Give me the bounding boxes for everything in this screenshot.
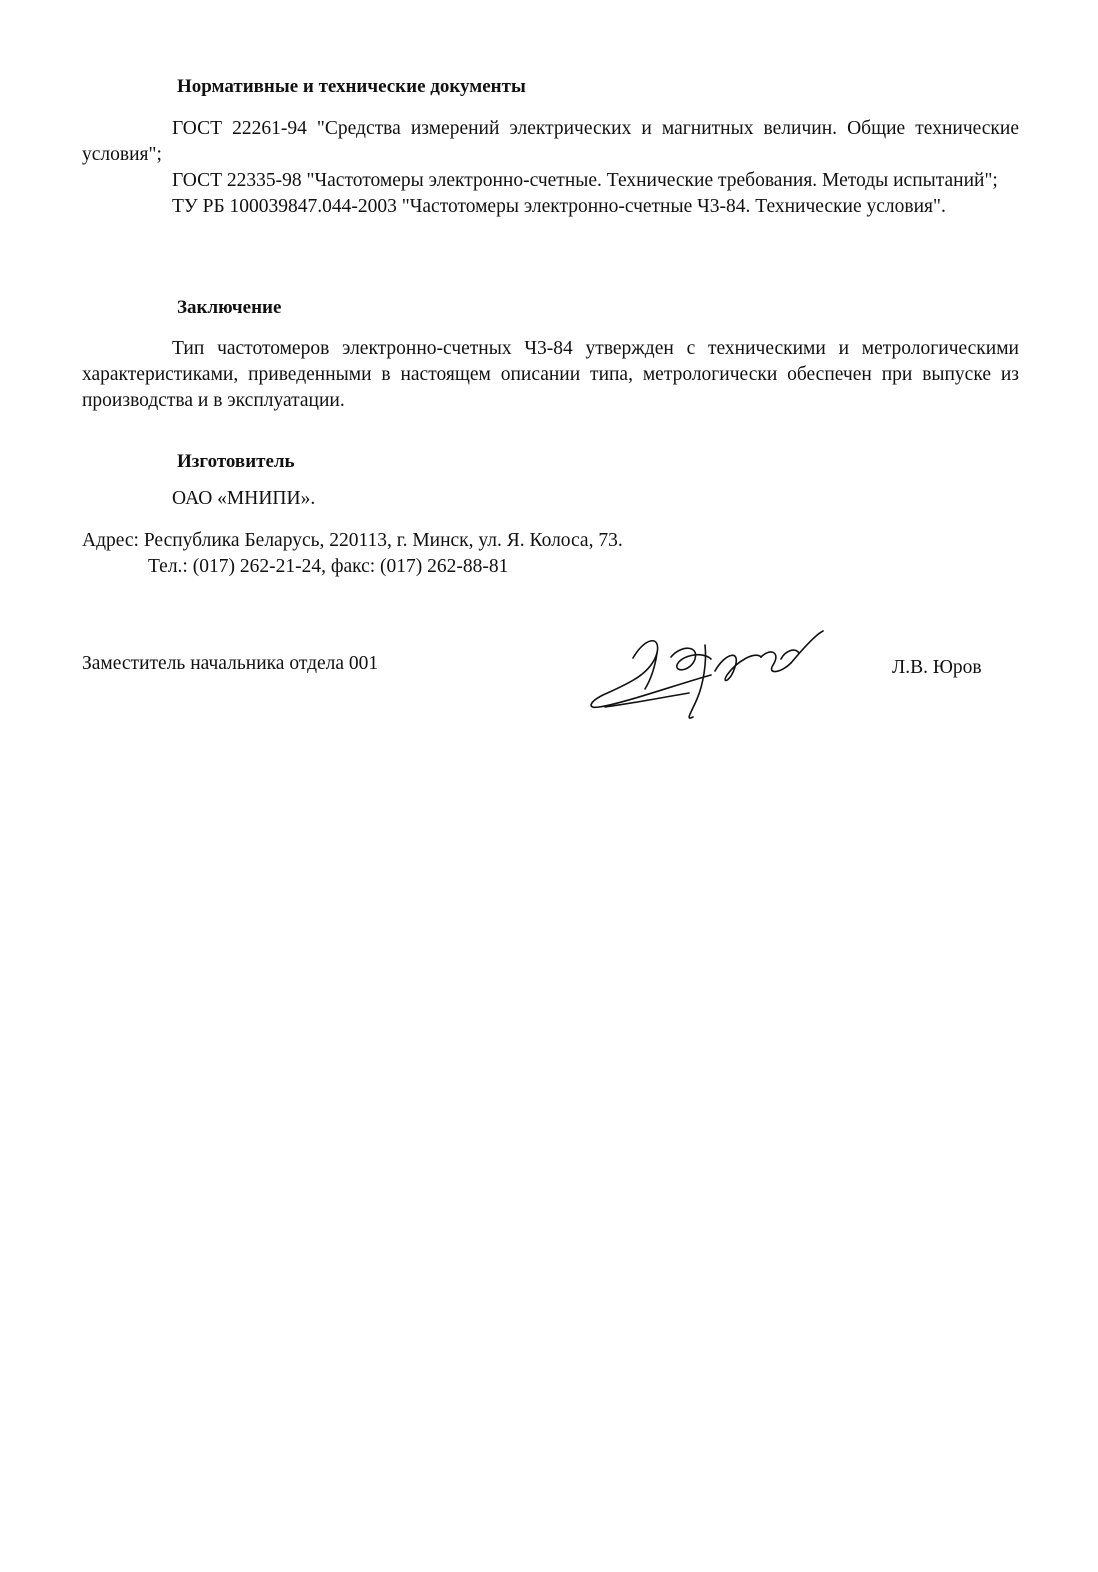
normative-heading: Нормативные и технические документы (177, 76, 526, 97)
signoff-position: Заместитель начальника отдела 001 (82, 653, 379, 674)
normative-item-gost-22335: ГОСТ 22335-98 "Частотомеры электронно-счетные. Технические требования. Методы испытаний"; (172, 170, 998, 191)
conclusion-heading: Заключение (177, 297, 282, 318)
manufacturer-name: ОАО «МНИПИ». (172, 488, 316, 509)
normative-list (82, 116, 1019, 220)
conclusion-text: Тип частотомеров электронно-счетных Ч3-84 утвержден с техническими и метрологическими характеристиками, приведенными в настоящем описании типа, метрологически обеспечен при выпуске из производства и в эксплуатации. (82, 338, 1019, 411)
handwritten-signature-icon (585, 623, 845, 733)
normative-item-tu-rb: ТУ РБ 100039847.044-2003 "Частотомеры электронно-счетные Ч3-84. Технические условия". (172, 196, 946, 217)
conclusion-text-block (82, 336, 1019, 414)
manufacturer-address: Адрес: Республика Беларусь, 220113, г. Минск, ул. Я. Колоса, 73. (82, 530, 623, 551)
manufacturer-heading: Изготовитель (177, 451, 295, 472)
normative-item-gost-22261: ГОСТ 22261-94 "Средства измерений электрических и магнитных величин. Общие технические условия"; (82, 118, 1019, 165)
manufacturer-phone: Тел.: (017) 262-21-24, факс: (017) 262-88-81 (148, 556, 509, 577)
signoff-name: Л.В. Юров (892, 657, 982, 678)
